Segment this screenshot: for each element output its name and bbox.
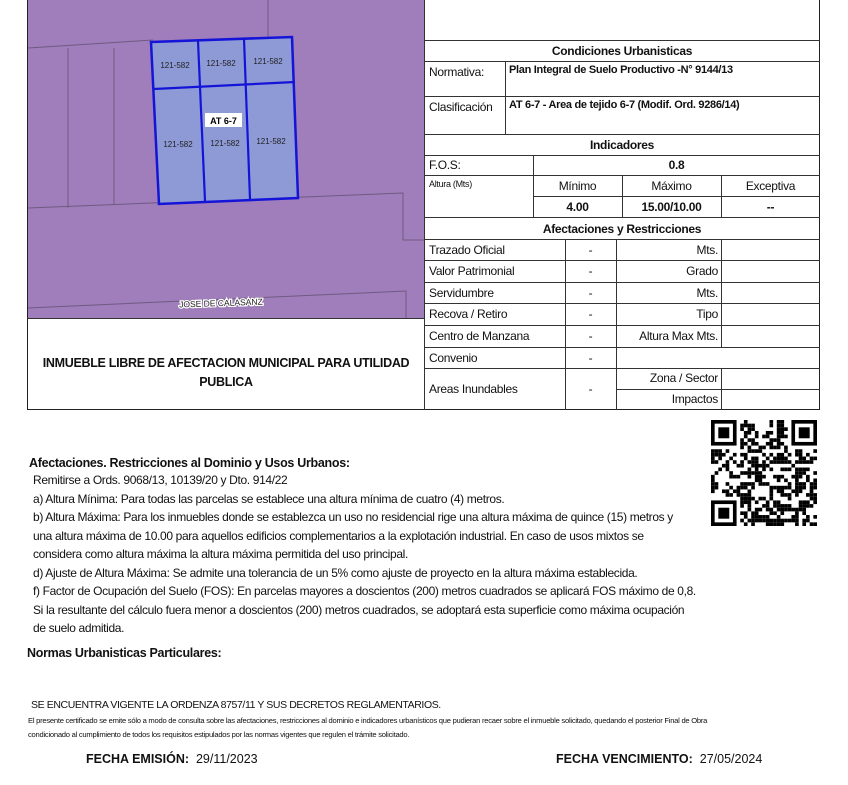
divider [565, 303, 566, 325]
divider [424, 347, 820, 348]
divider [616, 282, 617, 303]
fecha-vencimiento [556, 752, 762, 766]
restriction-value: - [588, 307, 593, 321]
details-line: b) Altura Máxima: Para los inmuebles donde se establezca un uso no residencial rige una altura máxima de quince (15) metros y [33, 510, 673, 524]
street-label: JOSE DE CALASANZ [178, 296, 263, 310]
restriction-value: - [588, 264, 593, 278]
max-value: 15.00/10.00 [641, 200, 702, 214]
details-line: a) Altura Mínima: Para todas las parcelas se establece una altura mínima de cuatro (4) metros. [33, 491, 505, 506]
restriction-label: Recova / Retiro [429, 307, 508, 321]
restriction-unit: Zona / Sector [649, 371, 718, 385]
divider [721, 325, 722, 347]
restriction-unit: Altura Max Mts. [639, 329, 718, 343]
parcel-label: 121-582 [253, 57, 283, 66]
divider [565, 368, 566, 410]
altura-label: Altura (Mts) [429, 179, 472, 189]
divider [424, 155, 820, 156]
divider [28, 318, 424, 319]
parcel-label: 121-582 [210, 139, 240, 148]
restriction-label: Trazado Oficial [429, 242, 505, 257]
exc-value: -- [766, 200, 775, 214]
min-header: Mínimo [558, 179, 597, 193]
restriction-unit: Mts. [696, 286, 718, 300]
clasificacion-value: AT 6-7 - Area de tejido 6-7 (Modif. Ord. 9286/14) [509, 99, 740, 111]
divider [424, 217, 820, 218]
divider [505, 61, 506, 134]
divider [424, 325, 820, 326]
details-line: d) Ajuste de Altura Máxima: Se admite una tolerancia de un 5% como ajuste de proyecto en la altura máxima establecida. [33, 565, 638, 580]
parcel-label: 121-582 [163, 140, 193, 149]
divider [565, 282, 566, 303]
divider [565, 325, 566, 347]
disclaimer-line: El presente certificado se emite sólo a modo de consulta sobre las afectaciones, restricciones al dominio e indicadores urbanísticos que pudieran recaer sobre el inmueble solicitado, quedando el posterior Final de Obra [28, 716, 708, 725]
emision-label: FECHA EMISIÓN: [86, 752, 190, 766]
restriction-unit: Mts. [696, 243, 718, 257]
divider [616, 325, 617, 347]
restriction-value: - [588, 350, 593, 365]
divider [424, 40, 820, 41]
divider [424, 260, 820, 261]
divider [616, 347, 617, 368]
notice-text: INMUEBLE LIBRE DE AFECTACION MUNICIPAL PARA UTILIDAD PUBLICA [42, 356, 410, 389]
divider [424, 61, 820, 62]
restriction-label: Servidumbre [429, 285, 494, 300]
divider [533, 196, 820, 197]
restriction-value: - [588, 285, 593, 300]
restriction-value: - [588, 382, 593, 396]
indicators-title: Indicadores [589, 138, 655, 152]
clasificacion-label: Clasificación [429, 100, 493, 114]
divider [616, 303, 617, 325]
fos-value: 0.8 [668, 158, 685, 172]
details-body [33, 471, 696, 638]
divider [721, 260, 722, 282]
divider [721, 282, 722, 303]
divider [565, 347, 566, 368]
vencimiento-value: 27/05/2024 [699, 752, 763, 766]
restriction-value: - [588, 242, 593, 257]
divider [424, 239, 820, 240]
divider [424, 303, 820, 304]
normativa-label: Normativa: [429, 65, 485, 79]
divider [424, 134, 820, 135]
details-line: Si la resultante del cálculo fuera menor a doscientos (200) metros cuadrados, se adoptará esta superficie como máxima ocupación [33, 602, 685, 617]
divider [616, 368, 617, 410]
details-line: considera como altura máxima la altura máxima permitida del uso principal. [33, 547, 408, 561]
exc-header: Exceptiva [745, 179, 796, 193]
details-line: f) Factor de Ocupación del Suelo (FOS): En parcelas mayores a doscientos (200) metros cuadrados se aplicará FOS máximo de 0,8. [33, 584, 696, 598]
parcel-label: 121-582 [256, 137, 286, 146]
divider [565, 239, 566, 260]
vigente-text: SE ENCUENTRA VIGENTE LA ORDENZA 8757/11 Y SUS DECRETOS REGLAMENTARIOS. [31, 699, 441, 711]
restriction-unit: Tipo [696, 307, 718, 321]
parcel-label: 121-582 [206, 59, 236, 68]
parcel-label: 121-582 [160, 61, 190, 70]
min-value: 4.00 [566, 200, 589, 214]
restrictions-title: Afectaciones y Restricciones [542, 222, 702, 236]
divider [424, 368, 820, 369]
restriction-label: Valor Patrimonial [429, 264, 515, 278]
disclaimer-line: condicionado al cumplimiento de todos los requisitos estipulados por las normas vigentes que regulen el trámite solicitado. [28, 730, 410, 739]
restriction-value: - [588, 329, 593, 343]
emision-value: 29/11/2023 [195, 752, 258, 766]
vencimiento-label: FECHA VENCIMIENTO: [556, 752, 693, 766]
restriction-label: Areas Inundables [429, 382, 518, 396]
divider [721, 368, 722, 410]
restriction-label: Convenio [429, 350, 478, 365]
normativa-value: Plan Integral de Suelo Productivo -N° 9144/13 [509, 64, 733, 76]
zone-label: AT 6-7 [210, 116, 237, 126]
restriction-unit: Impactos [671, 392, 718, 406]
divider [721, 239, 722, 260]
divider [616, 260, 617, 282]
divider [616, 389, 820, 390]
divider [721, 303, 722, 325]
details-line: una altura máxima de 10.00 para aquellos edificios complementarios a la explotación industrial. En caso de usos mixtos se [33, 528, 644, 543]
details-line: de suelo admitida. [33, 621, 125, 635]
normas-heading: Normas Urbanisticas Particulares: [27, 646, 222, 660]
fecha-emision [86, 752, 258, 766]
details-line: Remitirse a Ords. 9068/13, 10139/20 y Dto. 914/22 [33, 473, 288, 487]
qr-code-icon [711, 420, 817, 526]
divider [424, 282, 820, 283]
restriction-unit: Grado [686, 264, 718, 278]
details-heading: Afectaciones. Restricciones al Dominio y Usos Urbanos: [29, 456, 350, 470]
divider [616, 239, 617, 260]
fos-label: F.O.S: [429, 158, 461, 172]
max-header: Máximo [651, 179, 692, 193]
restriction-label: Centro de Manzana [429, 329, 530, 343]
divider [565, 260, 566, 282]
conditions-title: Condiciones Urbanisticas [551, 44, 693, 58]
divider [424, 96, 820, 97]
